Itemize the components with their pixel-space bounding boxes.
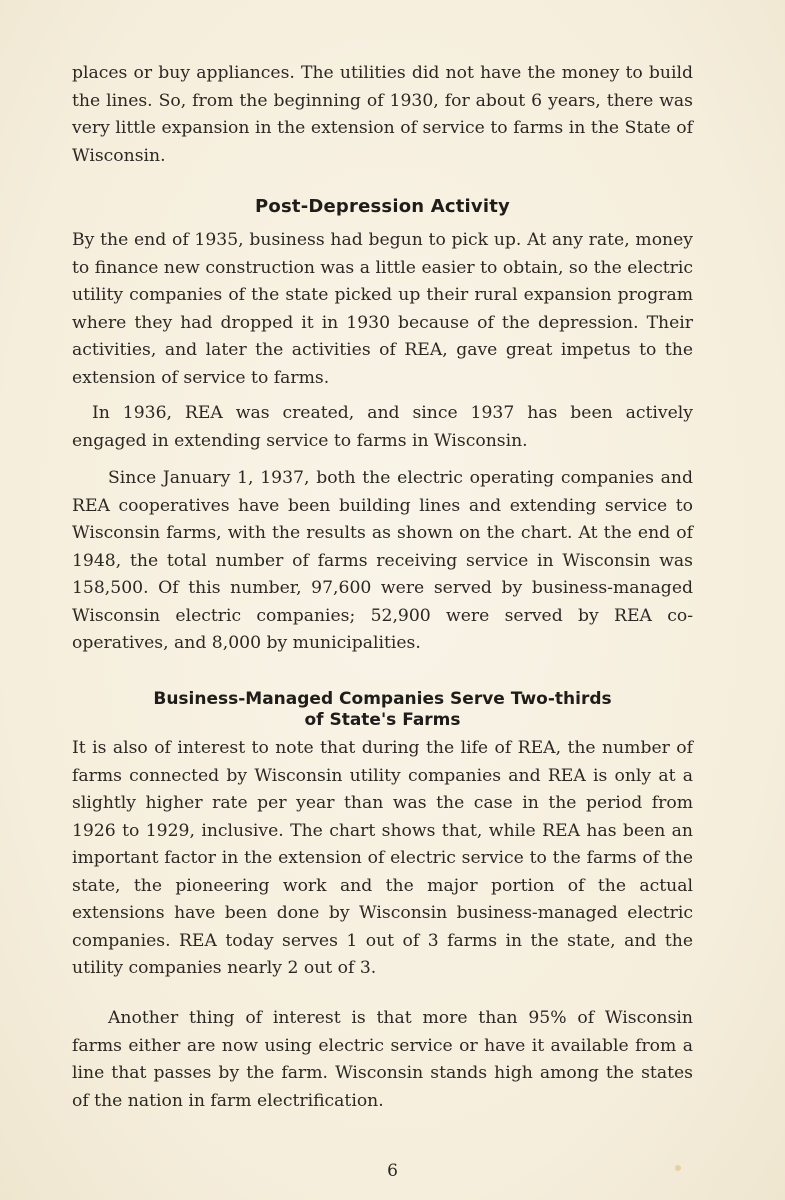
paper-speck: [675, 1165, 681, 1171]
page-number: 6: [387, 1161, 398, 1181]
paragraph-life-of-rea: It is also of interest to note that during the life of REA, the number of farms connected by Wisconsin utility companies and REA is only at a slightly higher rate per year than was the case in the period from 1926 to 1929, inclusive. The chart shows that, while REA has been an important factor in the extension of electric service to the farms of the state, the pioneering work and the major portion of the actual extensions have been done by Wisconsin business-managed electric companies. REA today serves 1 out of 3 farms in the state, and the utility companies nearly 2 out of 3.: [72, 738, 693, 978]
paragraph-rea-created: In 1936, REA was created, and since 1937 has been actively engaged in extending service to farms in Wisconsin.: [72, 403, 693, 451]
heading-business-managed-companies: [72, 689, 693, 731]
paragraph-utilities-no-money: places or buy appliances. The utilities did not have the money to build the lines. So, from the beginning of 1930, for about 6 years, there was very little expansion in the extension of service to farms in the State of Wisconsin.: [72, 63, 693, 166]
paragraph-end-of-1935: By the end of 1935, business had begun to pick up. At any rate, money to finance new construction was a little easier to obtain, so the electric utility companies of the state picked up their rural expansion program where they had dropped it in 1930 because of the depression. Their activities, and later the activities of REA, gave great impetus to the extension of service to farms.: [72, 230, 693, 388]
heading-line-2: of State's Farms: [304, 710, 461, 730]
paragraph-95-percent-farms: Another thing of interest is that more than 95% of Wisconsin farms either are now using electric service or have it available from a line that passes by the farm. Wisconsin stands high among the states of the nation in farm electrification.: [72, 1008, 693, 1111]
paragraph-since-january-1937: Since January 1, 1937, both the electric operating companies and REA cooperatives have been building lines and extending service to Wisconsin farms, with the results as shown on the chart. At the end of 1948, the total number of farms receiving service in Wisconsin was 158,500. Of this number, 97,600 were served by business-managed Wisconsin electric companies; 52,900 were served by REA co-operatives, and 8,000 by municipalities.: [72, 468, 693, 653]
heading-line-1: Business-Managed Companies Serve Two-thirds: [153, 689, 612, 709]
heading-post-depression-activity: Post-Depression Activity: [255, 196, 510, 217]
